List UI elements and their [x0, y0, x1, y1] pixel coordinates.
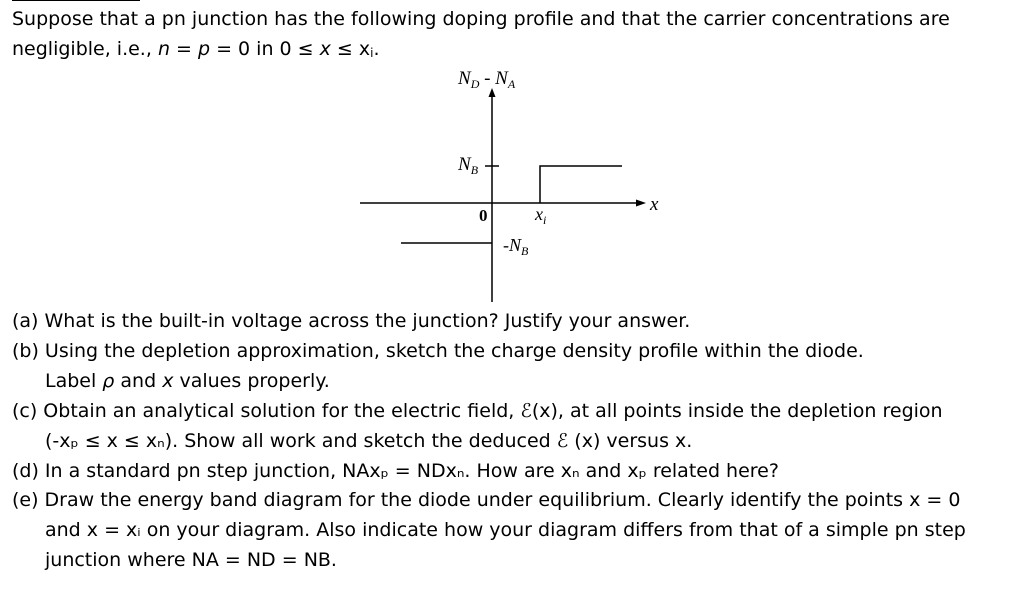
- question-e-line-1: (e) Draw the energy band diagram for the diode under equilibrium. Clearly identify the points x = 0: [12, 489, 961, 511]
- y-axis-label: $N_D - N_A$: [458, 68, 516, 91]
- question-e-line-2: and x = xᵢ on your diagram. Also indicate how your diagram differs from that of a simple pn step: [45, 519, 966, 541]
- y-axis-arrow: [489, 88, 496, 97]
- question-c-line-2: (-xₚ ≤ x ≤ xₙ). Show all work and sketch the deduced ℰ (x) versus x.: [45, 430, 693, 452]
- question-d: (d) In a standard pn step junction, NAxₚ = NDxₙ. How are xₙ and xₚ related here?: [12, 460, 779, 482]
- question-b-line-2: Label ρ and x values properly.: [45, 370, 330, 392]
- question-c-line-1: (c) Obtain an analytical solution for the electric field, ℰ(x), at all points inside the depletion region: [12, 400, 943, 422]
- xi-label: $x_i$: [535, 204, 547, 227]
- question-e-line-3: junction where NA = ND = NB.: [45, 549, 337, 571]
- question-a: (a) What is the built-in voltage across the junction? Justify your answer.: [12, 310, 691, 332]
- x-axis-label: x: [650, 194, 659, 215]
- intro-line-1: Suppose that a pn junction has the following doping profile and that the carrier concentrations are: [12, 8, 950, 30]
- profile-step-up: [540, 166, 622, 203]
- x-axis-arrow: [636, 200, 646, 207]
- nb-label: $N_B$: [458, 154, 479, 177]
- neg-nb-label: $-N_B$: [503, 235, 529, 258]
- zero-label: 0: [479, 206, 488, 225]
- intro-line-2: negligible, i.e., n = p = 0 in 0 ≤ x ≤ xi.: [12, 38, 380, 60]
- question-b-line-1: (b) Using the depletion approximation, sketch the charge density profile within the diode.: [12, 340, 864, 362]
